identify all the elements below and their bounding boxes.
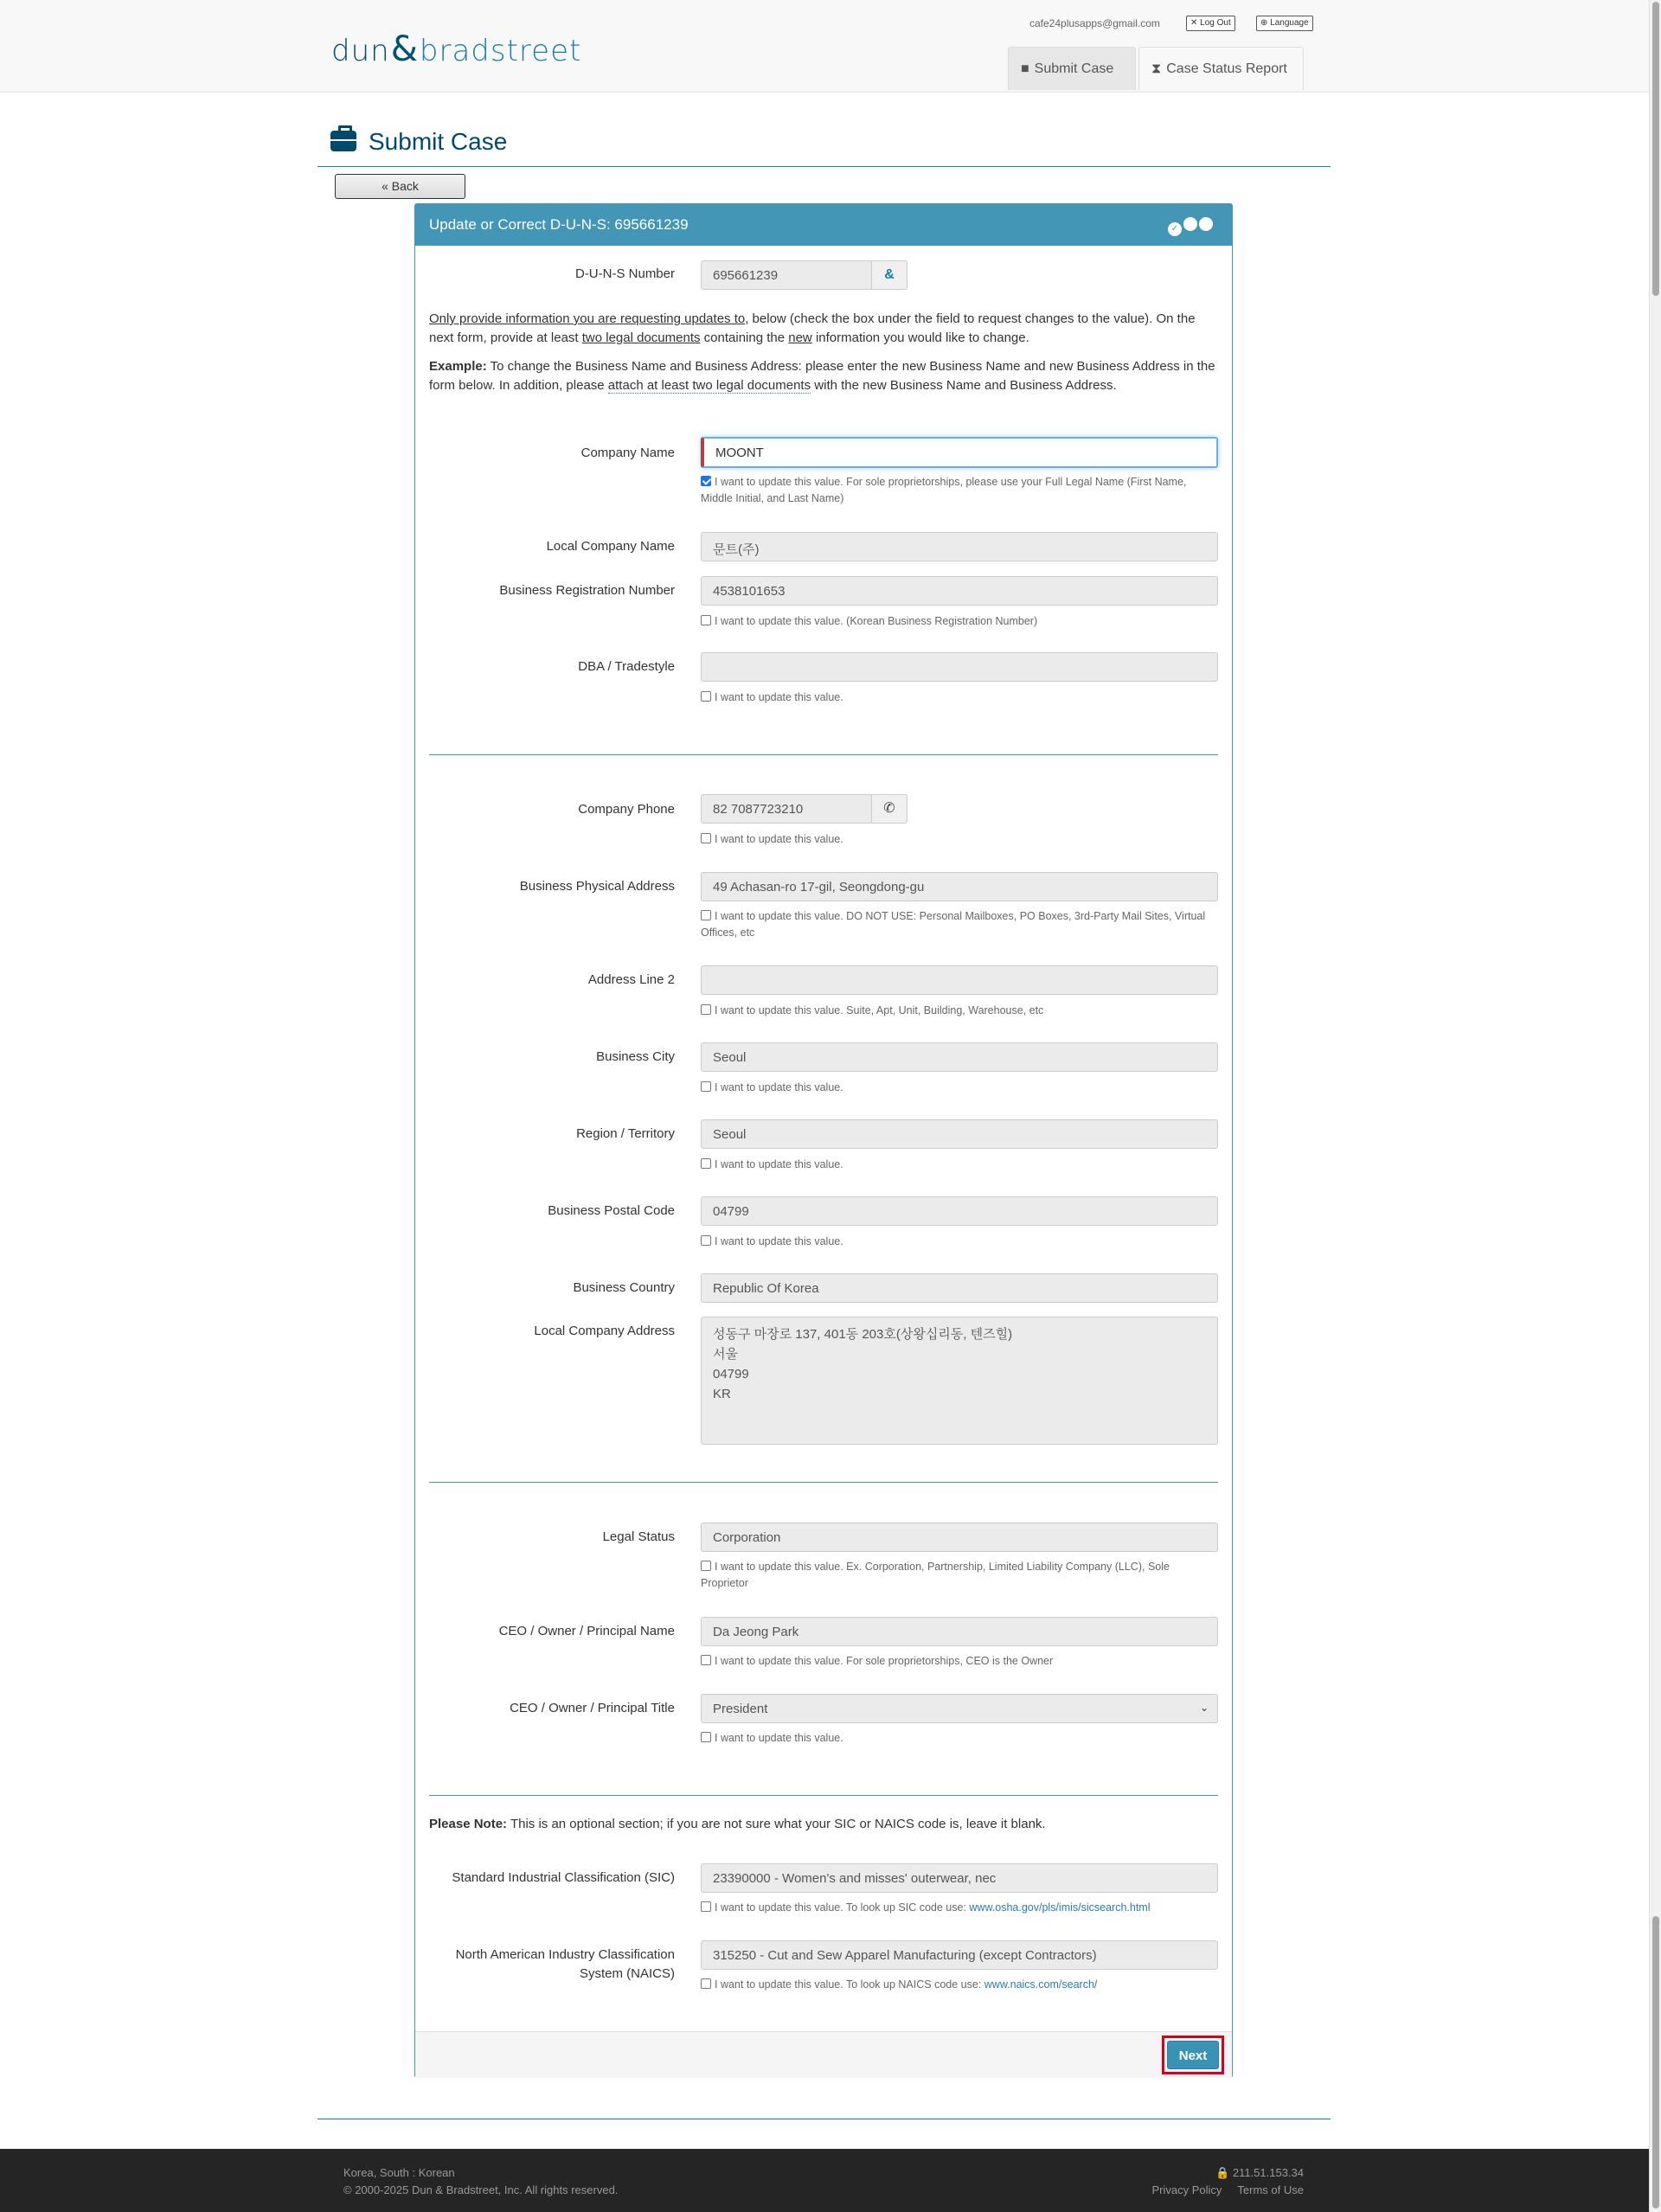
- ip-address: 🔒 211.51.153.34: [1215, 2166, 1304, 2179]
- naics-update-checkbox[interactable]: I want to update this value. To look up NAICS code use: www.naics.com/search/: [701, 1977, 1220, 1993]
- section-divider: [429, 1482, 1218, 1483]
- hourglass-icon: ⧗: [1151, 61, 1162, 76]
- naics-label: North American Industry Classification System (NAICS): [455, 1947, 675, 1981]
- ceo-title-select[interactable]: President ⌄: [701, 1694, 1218, 1723]
- dba-label: DBA / Tradestyle: [578, 659, 675, 674]
- ceo-name-input[interactable]: Da Jeong Park: [701, 1617, 1218, 1646]
- address2-label: Address Line 2: [587, 972, 675, 987]
- sic-lookup-link[interactable]: www.osha.gov/pls/imis/sicsearch.html: [969, 1901, 1151, 1914]
- phone-input[interactable]: 82 7087723210: [701, 794, 872, 824]
- ceo-name-label: CEO / Owner / Principal Name: [498, 1624, 675, 1638]
- address2-input[interactable]: [701, 965, 1218, 995]
- phone-update-checkbox[interactable]: I want to update this value.: [701, 831, 1220, 848]
- brn-update-checkbox[interactable]: I want to update this value. (Korean Business Registration Number): [701, 613, 1220, 630]
- postal-label: Business Postal Code: [548, 1203, 675, 1218]
- scrollbar-thumb[interactable]: [1652, 1916, 1659, 2209]
- dba-update-checkbox[interactable]: I want to update this value.: [701, 689, 1220, 706]
- section-divider: [429, 1795, 1218, 1796]
- region-input[interactable]: Seoul: [701, 1119, 1218, 1149]
- phone-icon: ✆: [871, 794, 907, 824]
- address2-update-checkbox[interactable]: I want to update this value. Suite, Apt, Unit, Building, Warehouse, etc: [701, 1003, 1220, 1019]
- panel-title: Update or Correct D-U-N-S: 695661239: [429, 216, 689, 233]
- top-header: [0, 0, 1649, 93]
- panel-header: [415, 204, 1232, 246]
- address-input[interactable]: 49 Achasan-ro 17-gil, Seongdong-gu: [701, 872, 1218, 901]
- step-indicator: [1166, 217, 1213, 236]
- brn-label: Business Registration Number: [499, 583, 675, 598]
- city-update-checkbox[interactable]: I want to update this value.: [701, 1080, 1220, 1096]
- checkbox-checked-icon[interactable]: [701, 476, 711, 486]
- back-button[interactable]: « Back: [335, 174, 465, 199]
- company-name-label: Company Name: [580, 446, 675, 460]
- country-input[interactable]: Republic Of Korea: [701, 1273, 1218, 1303]
- tab-case-status-report[interactable]: ⧗ Case Status Report: [1138, 47, 1304, 90]
- next-button-highlight: [1162, 2036, 1224, 2074]
- sic-input[interactable]: 23390000 - Women's and misses' outerwear, nec: [701, 1863, 1218, 1893]
- panel-footer: [415, 2031, 1232, 2078]
- legal-status-update-checkbox[interactable]: I want to update this value. Ex. Corporation, Partnership, Limited Liability Company (LLC), Sole Proprietor: [701, 1561, 1170, 1589]
- city-label: Business City: [596, 1049, 675, 1064]
- chevron-down-icon: ⌄: [1199, 1702, 1209, 1714]
- postal-input[interactable]: 04799: [701, 1196, 1218, 1226]
- ceo-title-update-checkbox[interactable]: I want to update this value.: [701, 1730, 1220, 1747]
- next-button[interactable]: Next: [1167, 2041, 1219, 2069]
- language-button[interactable]: ⊕ Language: [1256, 16, 1313, 31]
- dba-input[interactable]: [701, 652, 1218, 682]
- step-done-icon: ✓: [1168, 222, 1182, 236]
- local-address-label: Local Company Address: [534, 1324, 675, 1338]
- logout-button[interactable]: ✕ Log Out: [1186, 16, 1235, 31]
- company-name-input[interactable]: MOONT: [701, 437, 1218, 468]
- legal-status-label: Legal Status: [602, 1529, 675, 1544]
- example-text: Example: To change the Business Name and Business Address: please enter the new Business Name and new Business Address in the form below. In addition, please attach at least two legal documents with the new Business Name and Business Address.: [429, 359, 1215, 393]
- page-footer: [0, 2149, 1649, 2212]
- legal-status-input[interactable]: Corporation: [701, 1523, 1218, 1552]
- country-label: Business Country: [573, 1280, 675, 1295]
- ceo-title-label: CEO / Owner / Principal Title: [510, 1701, 675, 1715]
- sic-label: Standard Industrial Classification (SIC): [452, 1870, 675, 1885]
- legal-docs-tooltip-link[interactable]: attach at least two legal documents: [607, 378, 811, 393]
- naics-input[interactable]: 315250 - Cut and Sew Apparel Manufacturing (except Contractors): [701, 1940, 1218, 1970]
- step-pending-icon: [1183, 217, 1197, 231]
- briefcase-icon: ■: [1021, 61, 1029, 76]
- local-company-name-label: Local Company Name: [546, 539, 675, 554]
- user-email: cafe24plusapps@gmail.com: [1029, 17, 1160, 29]
- intro-text: Only provide information you are requesting updates to, below (check the box under the field to request changes to the value). On the next form, provide at least two legal documents containing the new information you would like to change.: [429, 311, 1196, 345]
- company-name-update-checkbox[interactable]: I want to update this value. For sole proprietorships, please use your Full Legal Name (First Name, Middle Initial, and Last Name): [701, 476, 1187, 504]
- page-title: Submit Case: [330, 128, 507, 156]
- local-company-name-input[interactable]: 문트(주): [701, 532, 1218, 561]
- brn-input[interactable]: 4538101653: [701, 576, 1218, 606]
- footer-links: [1137, 2183, 1305, 2196]
- briefcase-icon: [330, 131, 356, 151]
- address-update-checkbox[interactable]: I want to update this value. DO NOT USE: Personal Mailboxes, PO Boxes, 3rd-Party Mail Sites, Virtual Offices, etc: [701, 910, 1206, 939]
- please-note-text: Please Note: This is an optional section; if you are not sure what your SIC or NAICS code is, leave it blank.: [429, 1817, 1046, 1831]
- locale-text: Korea, South : Korean: [343, 2166, 455, 2179]
- tab-submit-case[interactable]: ■ Submit Case: [1008, 47, 1136, 90]
- dnb-logo[interactable]: dun&bradstreet: [331, 29, 582, 69]
- step-pending-icon: [1199, 217, 1213, 231]
- page-scrollbar[interactable]: [1649, 0, 1661, 2212]
- local-address-textarea[interactable]: 성동구 마장로 137, 401동 203호(상왕십리동, 텐즈힐) 서울 04799 KR: [701, 1317, 1218, 1445]
- phone-label: Company Phone: [578, 802, 675, 817]
- terms-of-use-link[interactable]: Terms of Use: [1237, 2183, 1304, 2196]
- address-label: Business Physical Address: [519, 879, 675, 894]
- region-update-checkbox[interactable]: I want to update this value.: [701, 1157, 1220, 1173]
- scrollbar-thumb[interactable]: [1652, 2, 1659, 296]
- sic-update-checkbox[interactable]: I want to update this value. To look up SIC code use: www.osha.gov/pls/imis/sicsearch.html: [701, 1900, 1237, 1916]
- copyright-text: © 2000-2025 Dun & Bradstreet, Inc. All rights reserved.: [343, 2183, 619, 2196]
- privacy-policy-link[interactable]: Privacy Policy: [1151, 2183, 1222, 2196]
- city-input[interactable]: Seoul: [701, 1042, 1218, 1072]
- duns-label: D-U-N-S Number: [574, 266, 675, 281]
- dnb-lookup-icon[interactable]: &: [871, 260, 907, 290]
- title-divider: [317, 166, 1331, 167]
- region-label: Region / Territory: [576, 1126, 675, 1141]
- postal-update-checkbox[interactable]: I want to update this value.: [701, 1234, 1220, 1250]
- duns-field[interactable]: 695661239: [701, 260, 872, 290]
- ceo-name-update-checkbox[interactable]: I want to update this value. For sole proprietorships, CEO is the Owner: [701, 1653, 1220, 1670]
- section-divider: [429, 754, 1218, 755]
- naics-lookup-link[interactable]: www.naics.com/search/: [984, 1978, 1098, 1991]
